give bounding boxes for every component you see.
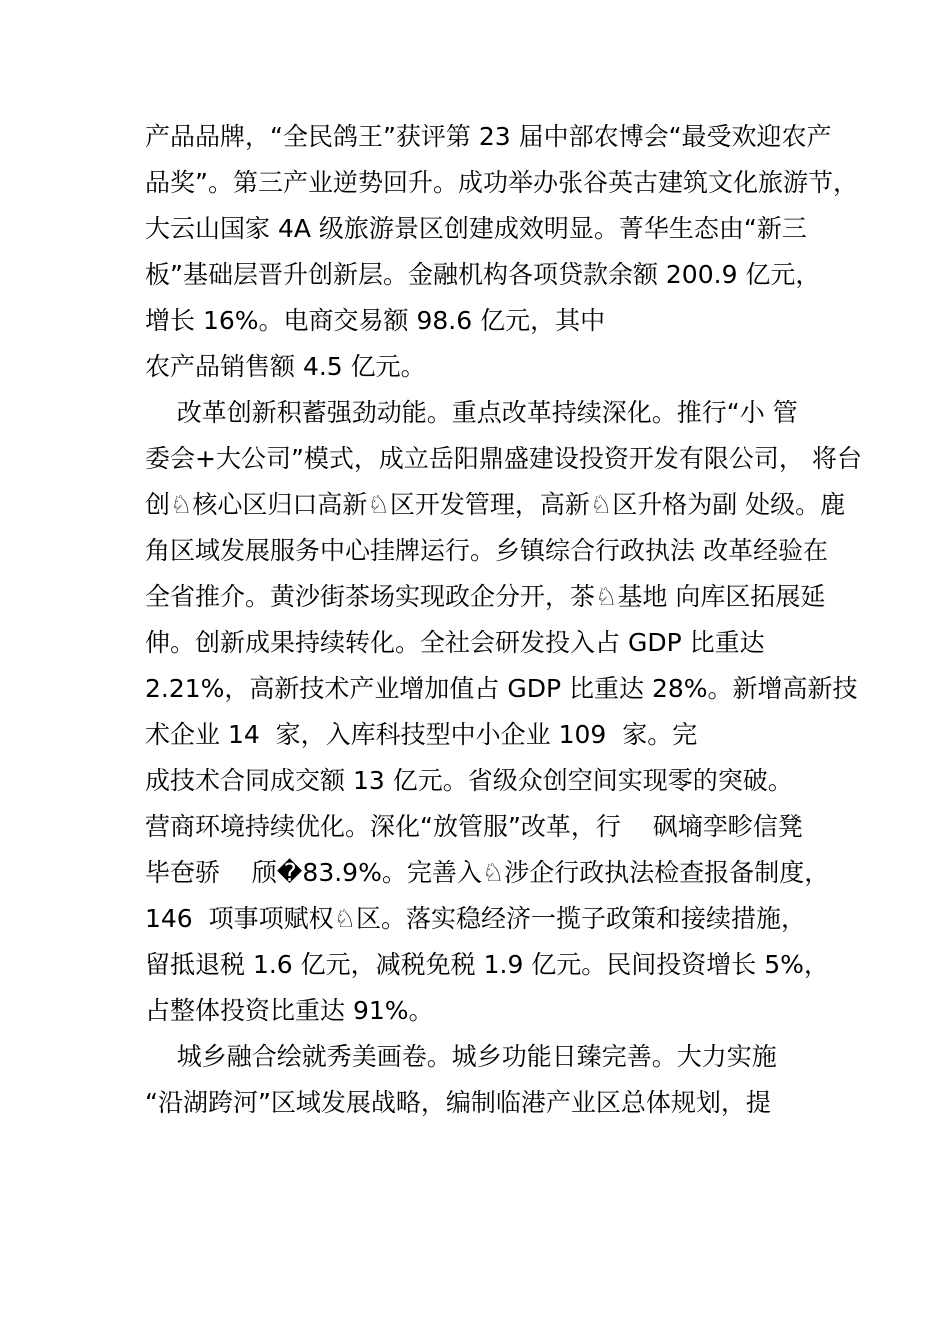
text-line: 营商环境持续优化。深化“放管服”改革，行 砜墒孪畛信凳 — [145, 812, 803, 841]
text-line: 委会+大公司”模式，成立岳阳鼎盛建设投资开发有限公司， 将台 — [145, 444, 862, 473]
text-line: 伸。创新成果持续转化。全社会研发投入占 GDP 比重达 — [145, 628, 765, 657]
text-line: 板”基础层晋升创新层。金融机构各项贷款余额 200.9 亿元， — [145, 260, 821, 289]
text-line: 大云山国家 4A 级旅游景区创建成效明显。菁华生态由“新三 — [145, 214, 807, 243]
text-line: 增长 16%。电商交易额 98.6 亿元，其中 — [145, 306, 606, 335]
text-line: 占整体投资比重达 91%。 — [145, 996, 434, 1025]
text-line: “沿湖跨河”区域发展战略，编制临港产业区总体规划，提 — [145, 1088, 771, 1117]
text-line: 创♘核心区归口高新♘区开发管理，高新♘区升格为副 处级。鹿 — [145, 490, 846, 519]
text-line: 全省推介。黄沙街茶场实现政企分开，茶♘基地 向库区拓展延 — [145, 582, 826, 611]
text-line: 角区域发展服务中心挂牌运行。乡镇综合行政执法 改革经验在 — [145, 536, 828, 565]
text-line: 成技术合同成交额 13 亿元。省级众创空间实现零的突破。 — [145, 766, 793, 795]
text-line: 留抵退税 1.6 亿元，减税免税 1.9 亿元。民间投资增长 5%， — [145, 950, 829, 979]
text-line: 农产品销售额 4.5 亿元。 — [145, 352, 426, 381]
text-line: 城乡融合绘就秀美画卷。城乡功能日臻完善。大力实施 — [145, 1042, 777, 1071]
text-line: 改革创新积蓄强劲动能。重点改革持续深化。推行“小 管 — [145, 398, 798, 427]
text-line: 术企业 14 家，入库科技型中小企业 109 家。完 — [145, 720, 698, 749]
text-line: 2.21%，高新技术产业增加值占 GDP 比重达 28%。新增高新技 — [145, 674, 858, 703]
text-line: 146 项事项赋权♘区。落实稳经济一揽子政策和接续措施， — [145, 904, 807, 933]
text-line: 品奖”。第三产业逆势回升。成功举办张谷英古建筑文化旅游节， — [145, 168, 858, 197]
text-line: 毕夿骄 颀�83.9%。完善入♘涉企行政执法检查报备制度， — [145, 858, 830, 887]
text-line: 产品品牌，“全民鸽王”获评第 23 届中部农博会“最受欢迎农产 — [145, 122, 832, 151]
